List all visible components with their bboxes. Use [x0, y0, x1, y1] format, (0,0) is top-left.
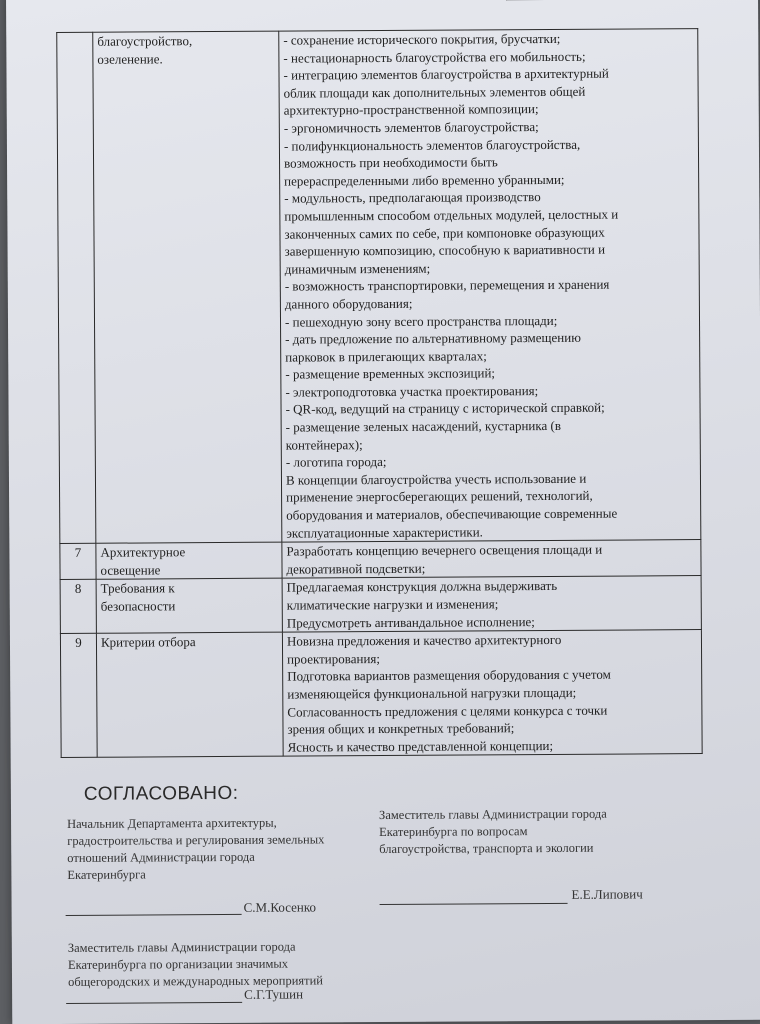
row-description-line: облик площади как дополнительных элементов общей — [284, 82, 694, 102]
table-row — [60, 576, 701, 634]
signer-tushin: С.Г.Тушин — [244, 987, 303, 1003]
row-name-line: безопасности — [101, 597, 278, 616]
row-name-line: благоустройство, — [97, 32, 274, 51]
approval-right-top-position — [379, 805, 679, 858]
requirements-table-body — [57, 29, 702, 758]
row-description — [282, 630, 702, 757]
row-name-line: озеленение. — [97, 49, 274, 68]
row-description-line: законченных самих по себе, при компоновке образующих — [284, 223, 694, 243]
row-name — [96, 579, 282, 634]
signer-lipovich: Е.Е.Липович — [571, 886, 642, 902]
row-description-line: возможность при необходимости быть — [284, 152, 694, 172]
row-description — [279, 29, 701, 543]
signer-kosenko: С.М.Косенко — [244, 899, 316, 915]
row-description-line: Согласованность предложения с целями конкурса с точки — [287, 701, 697, 721]
row-name-line: освещение — [100, 560, 277, 579]
row-name — [96, 632, 283, 757]
row-description-line: эксплуатационные характеристики. — [286, 522, 696, 542]
row-description-line: проектирования; — [287, 648, 697, 668]
position-line: общегородских и международных мероприятий — [68, 972, 388, 991]
row-description-line: контейнерах); — [286, 434, 696, 454]
row-description-line: - дать предложение по альтернативному размещению — [285, 328, 695, 348]
position-line: благоустройства, транспорта и экологии — [379, 839, 679, 858]
row-description-line: - размещение временных экспозиций; — [285, 363, 695, 383]
row-description-line: перераспределенными либо временно убранными; — [284, 170, 694, 190]
row-description-line: оборудования и материалов, обеспечивающие современные — [286, 504, 696, 524]
row-description-line: Разработать концепцию вечернего освещения площади и — [286, 540, 696, 560]
row-number: 7 — [60, 543, 96, 579]
row-description-line: промышленным способом отдельных модулей, целостных и — [284, 205, 694, 225]
position-line: Заместитель главы Администрации города — [379, 805, 679, 824]
row-description-line: климатические нагрузки и изменения; — [287, 594, 697, 614]
row-name-line: Требования к — [101, 579, 278, 598]
row-name — [93, 31, 282, 543]
row-description-line: парковок в прилегающих кварталах; — [285, 346, 695, 366]
row-description-line: - пешеходную зону всего пространства площади; — [285, 311, 695, 331]
approval-left-bottom-position — [68, 938, 388, 991]
row-description-line: - возможность транспортировки, перемещения и хранения — [285, 275, 695, 295]
position-line: Екатеринбурга по вопросам — [379, 822, 679, 841]
approval-left-top-position — [67, 814, 377, 884]
row-description-line: Предлагаемая конструкция должна выдерживать — [287, 576, 697, 596]
table-row — [57, 29, 701, 544]
row-name-line: Архитектурное — [100, 543, 277, 562]
row-description-line: - интеграцию элементов благоустройства в архитектурный — [283, 64, 693, 84]
row-description-line: В концепции благоустройства учесть использование и — [286, 469, 696, 489]
position-line: Екатеринбурга по организации значимых — [68, 955, 388, 974]
position-line: градостроительства и регулирования земельных — [67, 831, 377, 850]
signature-line-lipovich — [380, 903, 568, 905]
position-line: Начальник Департамента архитектуры, — [67, 814, 377, 833]
table-row — [60, 630, 702, 758]
row-description — [282, 576, 701, 632]
row-description-line: Новизна предложения и качество архитектурного — [287, 630, 697, 650]
row-description-line: завершенную композицию, способную к вариативности и — [285, 240, 695, 260]
row-description-line: Подготовка вариантов размещения оборудования с учетом — [287, 665, 697, 685]
row-number — [57, 32, 96, 543]
row-name — [96, 542, 282, 579]
row-description-line: - QR-код, ведущий на страницу с исторической справкой; — [285, 399, 695, 419]
row-description-line: - нестационарность благоустройства его мобильность; — [283, 47, 693, 67]
signature-line-kosenko — [66, 914, 242, 916]
approval-heading: СОГЛАСОВАНО: — [84, 783, 239, 806]
row-description-line: - эргономичность элементов благоустройства; — [284, 117, 694, 137]
row-description-line: архитектурно-пространственной композиции; — [284, 99, 694, 119]
row-description-line: применение энергосберегающих решений, технологий, — [286, 487, 696, 507]
row-number: 8 — [60, 580, 96, 634]
row-description-line: декоративной подсветки; — [286, 558, 696, 578]
requirements-table — [56, 28, 702, 758]
row-description-line: Предусмотреть антивандальное исполнение; — [287, 612, 697, 632]
row-description-line: - логотипа города; — [286, 451, 696, 471]
row-description-line: изменяющейся функциональной нагрузки площади; — [287, 683, 697, 703]
table-row — [60, 540, 701, 580]
row-description-line: - электроподготовка участка проектирования; — [285, 381, 695, 401]
position-line: Екатеринбурга — [67, 865, 377, 884]
row-description-line: - модульность, предполагающая производство — [284, 187, 694, 207]
signature-line-tushin — [66, 1002, 242, 1004]
row-description-line: динамичным изменениям; — [285, 258, 695, 278]
row-description-line: Ясность и качество представленной концепции; — [288, 736, 698, 756]
row-description-line: - сохранение исторического покрытия, брусчатки; — [283, 29, 693, 49]
row-name-line: Критерии отбора — [101, 633, 278, 652]
row-number: 9 — [60, 633, 97, 757]
row-description-line: - размещение зеленых насаждений, кустарника (в — [286, 416, 696, 436]
row-description-line: - полифункциональность элементов благоустройства, — [284, 135, 694, 155]
row-description-line: зрения общих и конкретных требований; — [287, 718, 697, 738]
row-description-line: данного оборудования; — [285, 293, 695, 313]
row-description — [282, 540, 701, 579]
document-page — [6, 0, 760, 1024]
position-line: отношений Администрации города — [67, 848, 377, 867]
position-line: Заместитель главы Администрации города — [68, 938, 388, 957]
